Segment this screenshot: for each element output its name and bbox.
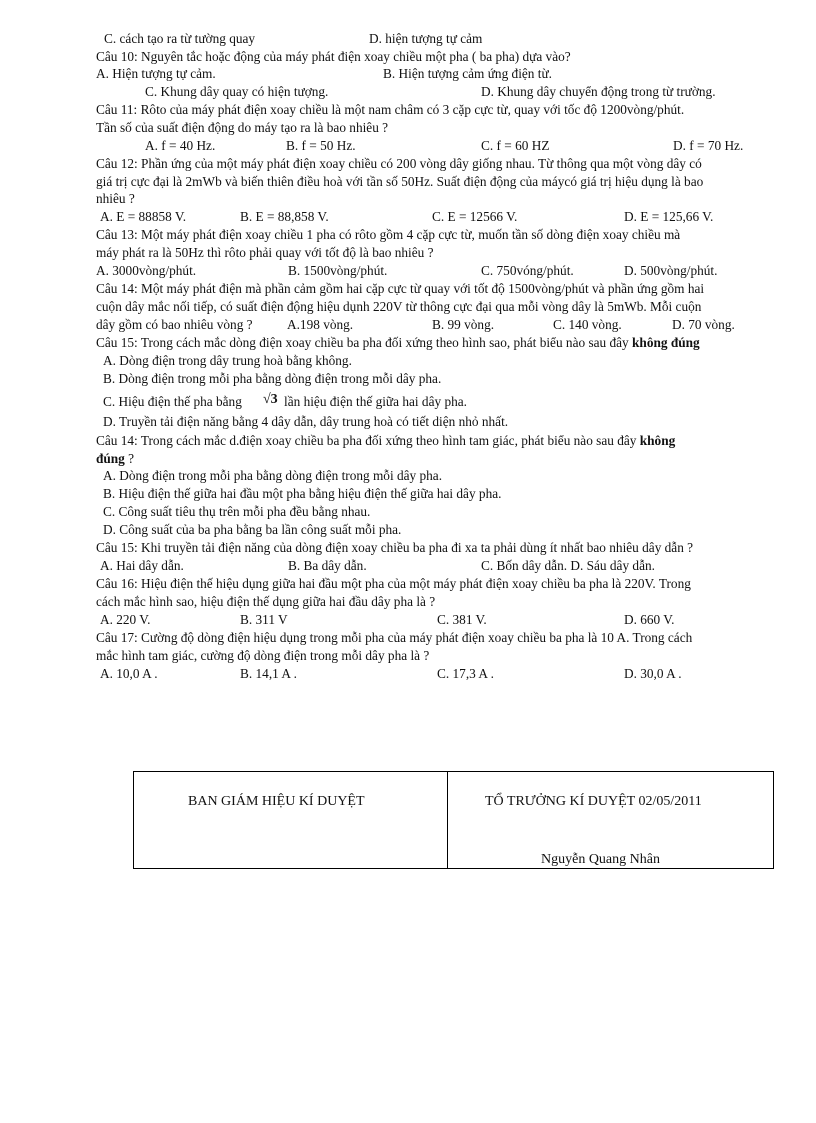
option-text: D. f = 70 Hz. — [673, 138, 744, 153]
emphasis-text: không đúng — [632, 335, 700, 350]
principal-signature-cell — [134, 772, 448, 868]
option-text: A. Dòng điện trong mỗi pha bằng dòng điện trong mỗi dây pha. — [103, 468, 443, 483]
option-text: B. Hiệu điện thế giữa hai đầu một pha bằng hiệu điện thế giữa hai dây pha. — [103, 486, 502, 501]
option-text: B. Dòng điện trong mỗi pha bằng dòng điện trong mỗi dây pha. — [103, 371, 442, 386]
option-text: C. cách tạo ra từ tường quay — [104, 31, 256, 46]
option-text: D. Truyền tải điện năng bằng 4 dây dẫn, dây trung hoà có tiết diện nhỏ nhất. — [103, 414, 509, 429]
option-text: B. 1500vòng/phút. — [288, 263, 388, 278]
option-text: A. 3000vòng/phút. — [96, 263, 197, 278]
question-text — [96, 433, 675, 449]
option-text: B. f = 50 Hz. — [286, 138, 356, 153]
option-text: D. 660 V. — [624, 612, 675, 627]
option-text: C. Hiệu điện thế pha bằng — [103, 394, 242, 409]
question-text: Tần số của suất điện động do máy tạo ra là bao nhiêu ? — [96, 120, 389, 135]
option-text: A. 220 V. — [100, 612, 151, 627]
option-text: A.198 vòng. — [287, 317, 354, 332]
question-text — [96, 335, 700, 351]
option-text: C. f = 60 HZ — [481, 138, 550, 153]
option-text: B. 14,1 A . — [240, 666, 297, 681]
option-text: D. Công suất của ba pha bằng ba lần công suất mỗi pha. — [103, 522, 402, 537]
question-text: cuộn dây mắc nối tiếp, có suất điện động hiệu dụnh 220V từ thông cực đại qua mỗi vòng dây là 5mWb. Mỗi cuộn — [96, 299, 702, 314]
option-text: C. Công suất tiêu thụ trên mỗi pha đều bằng nhau. — [103, 504, 371, 519]
question-text: Câu 17: Cường độ dòng điện hiệu dụng trong mỗi pha của máy phát điện xoay chiều ba pha là 10 A. Trong cách — [96, 630, 693, 645]
option-text: B. E = 88,858 V. — [240, 209, 329, 224]
option-text: C. 17,3 A . — [437, 666, 494, 681]
head-signature-cell — [447, 772, 773, 868]
option-text: D. E = 125,66 V. — [624, 209, 714, 224]
option-text: A. Hiện tượng tự cảm. — [96, 66, 216, 81]
question-tail: ? — [124, 451, 135, 466]
question-text: Câu 14: Một máy phát điện mà phần cảm gồm hai cặp cực từ quay với tốt độ 1500vòng/phút và phần ứng gồm hai — [96, 281, 705, 296]
question-text: Câu 12: Phần ứng của một máy phát điện xoay chiều có 200 vòng dây giống nhau. Từ thông qua một vòng dây có — [96, 156, 702, 171]
question-text: Câu 11: Rôto của máy phát điện xoay chiều là một nam châm có 3 cặp cực từ, quay với tốc độ 1200vòng/phút. — [96, 102, 685, 117]
option-text: A. Hai dây dẫn. — [100, 558, 184, 573]
question-text: Câu 10: Nguyên tắc hoặc động của máy phát điện xoay chiều một pha ( ba pha) dựa vào? — [96, 49, 571, 64]
signature-table — [133, 771, 774, 869]
option-text: A. f = 40 Hz. — [145, 138, 216, 153]
question-text: Câu 15: Khi truyền tải điện năng của dòng điện xoay chiều ba pha đi xa ta phải dùng ít nhất bao nhiêu dây dẫn ? — [96, 540, 694, 555]
sqrt3-symbol: √3 — [263, 392, 278, 407]
question-text — [96, 451, 134, 467]
question-text: giá trị cực đại là 2mWb và biến thiên điều hoà với tần số 50Hz. Suất điện động của máycó giá trị hiệu dụng là bao — [96, 174, 704, 189]
emphasis-text: không — [639, 433, 676, 448]
option-text: C. Khung dây quay có hiện tượng. — [145, 84, 329, 99]
question-text: nhiêu ? — [96, 191, 135, 206]
option-text: C. 140 vòng. — [553, 317, 622, 332]
option-text: C. E = 12566 V. — [432, 209, 518, 224]
option-text: A. Dòng điện trong dây trung hoà bằng không. — [103, 353, 352, 368]
option-text: D. 500vòng/phút. — [624, 263, 718, 278]
option-text: B. 311 V — [240, 612, 288, 627]
question-body: Câu 15: Trong cách mắc dòng điện xoay chiều ba pha đối xứng theo hình sao, phát biểu nào sau đây — [96, 335, 629, 350]
option-text: B. Hiện tượng cảm ứng điện từ. — [383, 66, 552, 81]
option-text: D. 70 vòng. — [672, 317, 735, 332]
option-text: B. Ba dây dẫn. — [288, 558, 367, 573]
option-text: D. 30,0 A . — [624, 666, 682, 681]
principal-approval-title: BAN GIÁM HIỆU KÍ DUYỆT — [188, 794, 365, 809]
question-text: Câu 13: Một máy phát điện xoay chiều 1 pha có rôto gồm 4 cặp cực từ, muốn tần số dòng điện xoay chiều mà — [96, 227, 681, 242]
question-body: Câu 14: Trong cách mắc d.điện xoay chiều ba pha đối xứng theo hình tam giác, phát biểu nào sau đây — [96, 433, 637, 448]
question-text: mắc hình tam giác, cường độ dòng điện trong mỗi dây pha là ? — [96, 648, 430, 663]
head-approval-title: TỔ TRƯỞNG KÍ DUYỆT 02/05/2011 — [485, 794, 702, 809]
question-text: Câu 16: Hiệu điện thế hiệu dụng giữa hai đầu một pha của một máy phát điện xoay chiều ba pha là 220V. Trong — [96, 576, 691, 591]
option-text: C. Bốn dây dẫn. D. Sáu dây dẫn. — [481, 558, 655, 573]
signer-name: Nguyễn Quang Nhân — [541, 852, 660, 867]
emphasis-text: đúng — [96, 451, 125, 466]
question-text: cách mắc hình sao, hiệu điện thế dụng giữa hai đầu dây pha là ? — [96, 594, 436, 609]
option-text: B. 99 vòng. — [432, 317, 495, 332]
question-text: dây gồm có bao nhiêu vòng ? — [96, 317, 253, 332]
option-text: A. E = 88858 V. — [100, 209, 187, 224]
option-text: C. 381 V. — [437, 612, 487, 627]
option-text: C. 750vóng/phút. — [481, 263, 574, 278]
option-text: D. hiện tượng tự cảm — [369, 31, 483, 46]
option-text: A. 10,0 A . — [100, 666, 158, 681]
option-text: D. Khung dây chuyển động trong từ trường. — [481, 84, 716, 99]
question-text: máy phát ra là 50Hz thì rôto phải quay với tốt độ là bao nhiêu ? — [96, 245, 434, 260]
option-text: lần hiệu điện thế giữa hai dây pha. — [284, 394, 467, 409]
